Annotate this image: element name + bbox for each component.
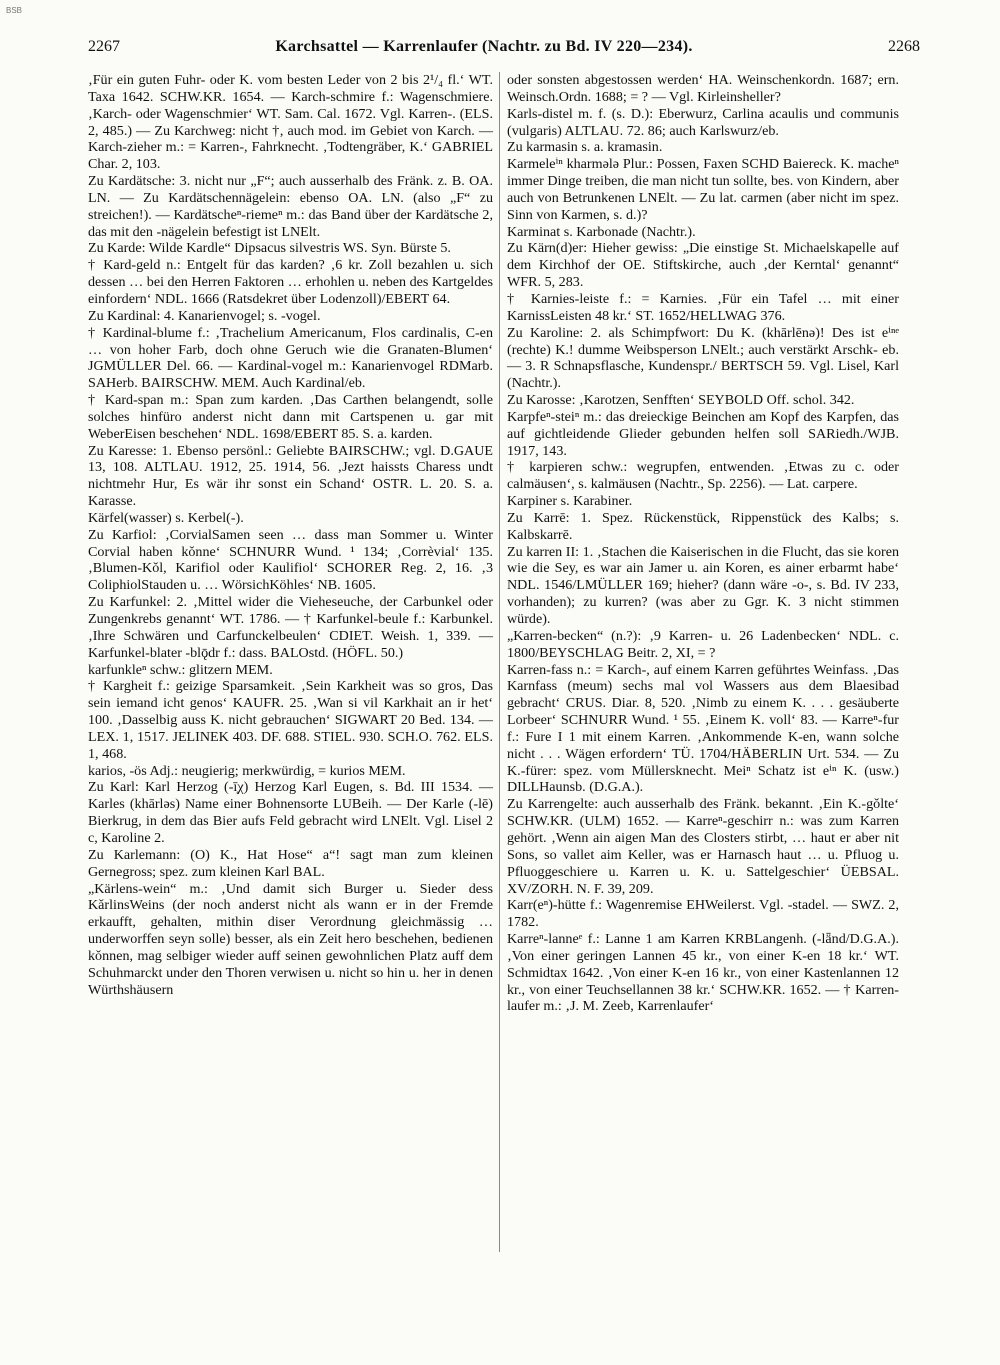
left-column <box>88 72 493 998</box>
entry: Karren-fass n.: = Karch-, auf einem Karren geführtes Weinfass. ‚Das Karnfass (meum) sechs mal vol Wassers aus dem Blaesibad gebracht‘ CRUS. Diar. 8, 520. ‚Nimb zu einem K. . . . gesäuberte Lorbeer‘ SCHNURR Wund. ¹ 55. ‚Einem K. voll‘ 83. — Karreⁿ-fur f.: Fure I 1 mit einem Karren. ‚Ankommende K-en, wann solche nicht . . . Wägen erfordern‘ TÜ. 1704/HÄBERLIN Urt. 534. — Zu K.-fürer: spez. vom Müllersknecht. Meiⁿ Schatz ist eⁱⁿ K. (usw.) DILLHaunsb. (D.G.A.). <box>507 661 899 796</box>
entry: Karreⁿ-lanneᵉ f.: Lanne 1 am Karren KRBLangenh. (-lǟnd/D.G.A.). ‚Von einer geringen Lannen 45 kr., von einer K-en 18 kr.‘ WT. Schmidtax 1642. ‚Von einer K-en 16 kr., von einer Kastenlannen 12 kr., von einer Teuchsellannen 38 kr.‘ SCHW.KR. 1652. — † Karren-laufer m.: ‚J. M. Zeeb, Karrenlaufer‘ <box>507 931 899 1015</box>
entry: ‚Für ein guten Fuhr- oder K. vom besten Leder von 2 bis 2¹/₄ fl.‘ WT. Taxa 1642. SCHW.KR. 1654. — Karch-schmire f.: Wagenschmiere. ‚Karch- oder Wagenschmier‘ WT. Sam. Cal. 1672. Vgl. Karren-. (ELS. 2, 485.) — Zu Karchweg: nicht †, auch mod. im Gebiet von Karch. — Karch-zieher m.: = Karren-, Fahrknecht. ‚Todtengräber, K.‘ GABRIEL Char. 2, 103. <box>88 72 493 173</box>
entry: Zu Karde: Wilde Kardle“ Dipsacus silvestris WS. Syn. Bürste 5. <box>88 240 451 257</box>
entry: Zu Karrengelte: auch ausserhalb des Fränk. bekannt. ‚Ein K.-gǒlte‘ SCHW.KR. (ULM) 1652. — Karreⁿ-geschirr n.: was zum Karren gehört. ‚Wenn ain aigen Man des Closters stirbt, … haut er aber nit Sons, so vallet aim Keller, was er Harnasch haut … u. Pfluog u. Pfluoggeschiere u. Karren u. K. u. Sattelgeschier‘ ÜEBSAL. XV/ZORH. N. F. 39, 209. <box>507 796 899 897</box>
entry: Zu Karosse: ‚Karotzen, Senfften‘ SEYBOLD Off. schol. 342. <box>507 392 855 409</box>
entry: Kärfel(wasser) s. Kerbel(-). <box>88 509 244 526</box>
entry: Zu Karoline: 2. als Schimpfwort: Du K. (khārlēnə)! Des ist eⁱⁿᵉ (rechte) K.! dumme Weibsperson LNElt.; auch verstärkt Arschk- eb. — 3. R Schnapsflasche, Kundenspr./ BERTSCH 59. Vgl. Lisel, Karl (Nachtr.). <box>507 324 899 392</box>
entry: Zu Kardinal: 4. Kanarienvogel; s. -vogel. <box>88 307 321 324</box>
entry: Zu Karfiol: ‚CorvialSamen seen … dass man Sommer u. Winter Corvial haben kǒnne‘ SCHNURR Wund. ¹ 134; ‚Corrèvial‘ 135. ‚Blumen-Kǒl, Karifiol oder Kaulifiol‘ SCHORER Reg. 2, 16. ‚3 ColiphiolStauden u. … WörsichKöhles‘ NB. 1605. <box>88 526 493 594</box>
entry: † Kard-span m.: Span zum karden. ‚Das Carthen belangendt, solle solches hinfüro anderst nicht dann mit Cartspenen u. gar mit WeberEisen beschehen‘ NDL. 1698/EBERT 85. S. a. karden. <box>88 392 493 442</box>
entry: „Karren-becken“ (n.?): ‚9 Karren- u. 26 Ladenbecken‘ NDL. c. 1800/BEYSCHLAG Beitr. 2, XI, = ? <box>507 627 899 661</box>
entry: Zu Karlemann: (O) K., Hat Hose“ a“! sagt man zum kleinen Gernegross; spez. zum kleinen Karl BAL. <box>88 846 493 880</box>
entry: † Kard-geld n.: Entgelt für das karden? ‚6 kr. Zoll bezahlen u. sich dessen … bei den Herren Faktoren … erhohlen u. neben des Kartgeldes einfordern‘ NDL. 1666 (Ratsdekret über Lodenzoll)/EBERT 64. <box>88 257 493 307</box>
entry: „Kärlens-wein“ m.: ‚Und damit sich Burger u. Sieder dess KǎrlinsWeins (der noch anderst nicht als wann er in der Fremde erkaufft, gehalten, mithin diser Verordnung gleichmässig … underworffen seyn solle) besser, als ein Zeit hero beschehen, bedienen kǒnnen, mag selbiger wieder auff seinen gewohnlichen Platz auff dem Schuhmarckt under den Thoren verwisen u. nicht so hin u. her in denen Würthshäusern <box>88 880 493 998</box>
left-page-number: 2267 <box>88 38 120 55</box>
column-divider <box>499 72 500 1252</box>
entry: Zu Kardätsche: 3. nicht nur „F“; auch ausserhalb des Fränk. z. B. OA. LN. — Zu Kardätschennägelein: ebenso OA. LN. (also „F“ zu streichen!). — Kardätscheⁿ-riemeⁿ m.: das Band über der Kardätsche 2, das mit den -nägelein befestigt ist LNElt. <box>88 173 493 240</box>
entry: karios, -ös Adj.: neugierig; merkwürdig, = kurios MEM. <box>88 762 406 779</box>
entry: Zu Karesse: 1. Ebenso persönl.: Geliebte BAIRSCHW.; vgl. D.GAUE 13, 108. ALTLAU. 1912, 25. 1914, 56. ‚Jezt haissts Charess undt nichtmehr Hur, Es wär ihr sonst ein Schand‘ OSTR. L. 20. S. a. Karasse. <box>88 442 493 510</box>
entry: oder sonsten abgestossen werden‘ HA. Weinschenkordn. 1687; ern. Weinsch.Ordn. 1688; = ? — Vgl. Kirleinsheller? <box>507 72 899 105</box>
entry: Zu Karl: Karl Herzog (-ī̜χ) Herzog Karl Eugen, s. Bd. III 1534. — Karles (khārləs) Name einer Bohnensorte LUBeih. — Der Karle (-lē) Bierkrug, in dem das Bier aufs Feld gebracht wird LNElt. Vgl. Lisel 2 c, Karoline 2. <box>88 779 493 846</box>
entry: Karminat s. Karbonade (Nachtr.). <box>507 223 696 240</box>
entry: Karls-distel m. f. (s. D.): Eberwurz, Carlina acaulis und communis (vulgaris) ALTLAU. 72. 86; auch Karlswurz/eb. <box>507 105 899 139</box>
right-column <box>507 72 899 1015</box>
entry: Zu karren II: 1. ‚Stachen die Kaiserischen in die Flucht, das sie koren wie die Sey, es war ain Jamer u. ain Koren, es ainer erbarmt habe‘ NDL. 1546/LMÜLLER 169; hieher? (dann wäre -o-, s. Bd. IV 233, vorhanden); zu kurren? (was aber zu Ggr. K. 3 nicht stimmen würde). <box>507 543 899 627</box>
entry: † Karnies-leiste f.: = Karnies. ‚Für ein Tafel … mit einer KarnissLeisten 48 kr.‘ ST. 1652/HELLWAG 376. <box>507 290 899 324</box>
entry: Zu Karrē: 1. Spez. Rückenstück, Rippenstück des Kalbs; s. Kalbskarrē. <box>507 509 899 543</box>
entry: karfunkleⁿ schw.: glitzern MEM. <box>88 661 273 678</box>
entry: † karpieren schw.: wegrupfen, entwenden. ‚Etwas zu c. oder calmäusen‘, s. kalmäusen (Nachtr., Sp. 2256). — Lat. carpere. <box>507 459 899 493</box>
entry: † Kargheit f.: geizige Sparsamkeit. ‚Sein Karkheit was so gros, Das sein iemand icht genos‘ KAUFR. 25. ‚Wan si vil Karkhait an ir het‘ 100. ‚Dasselbig auss K. nicht gebrauchen‘ SIGWART 20 Bed. 134. — LEX. 1, 1517. JELINEK 403. DF. 688. STIEL. 930. SCH.O. 762. ELS. 1, 468. <box>88 678 493 762</box>
entry: Zu Karfunkel: 2. ‚Mittel wider die Vieheseuche, der Carbunkel oder Zungenkrebs genannt‘ WT. 1786. — † Karfunkel-beule f.: Karbunkel. ‚Ihre Schwären und Carfunckelbeulen‘ CDIET. Weish. 1, 339. — Karfunkel-blater -blǭdr f.: dass. BALOstd. (HÖFL. 50.) <box>88 594 493 661</box>
entry: Zu karmasin s. a. kramasin. <box>507 139 663 156</box>
entry: Karpfeⁿ-steiⁿ m.: das dreieckige Beinchen am Kopf des Karpfen, das auf gichtleidende Glieder gebunden helfen soll SARiedh./WJB. 1917, 143. <box>507 408 899 459</box>
page-header <box>68 38 920 60</box>
entry: Karr(eⁿ)-hütte f.: Wagenremise EHWeilerst. Vgl. -stadel. — SWZ. 2, 1782. <box>507 897 899 931</box>
library-watermark: BSB <box>6 6 23 15</box>
entry: Karmeleⁱⁿ kharmələ Plur.: Possen, Faxen SCHD Baiereck. K. macheⁿ immer Dinge treiben, die man nicht tun sollte, bes. von Kindern, aber auch von Betrunkenen LNElt. — Zu lat. carmen (aber nicht im spez. Sinn von Karmen, s. d.)? <box>507 156 899 223</box>
entry: † Kardinal-blume f.: ‚Trachelium Americanum, Flos cardinalis, C-en … von hoher Farb, doch ohne Geruch wie die Granaten-Blumen‘ JGMÜLLER Del. 66. — Kardinal-vogel m.: Kanarienvogel RDMarb. SAHerb. BAIRSCHW. MEM. Auch Kardinal/eb. <box>88 324 493 392</box>
entry: Zu Kärn(d)er: Hieher gewiss: „Die einstige St. Michaelskapelle auf dem Kirchhof der OE. Stiftskirche, auch ‚der Kerntal‘ genannt“ WFR. 5, 283. <box>507 240 899 291</box>
running-head: Karchsattel — Karrenlaufer (Nachtr. zu Bd. IV 220—234). <box>275 38 693 55</box>
right-page-number: 2268 <box>888 38 920 55</box>
entry: Karpiner s. Karabiner. <box>507 493 633 510</box>
